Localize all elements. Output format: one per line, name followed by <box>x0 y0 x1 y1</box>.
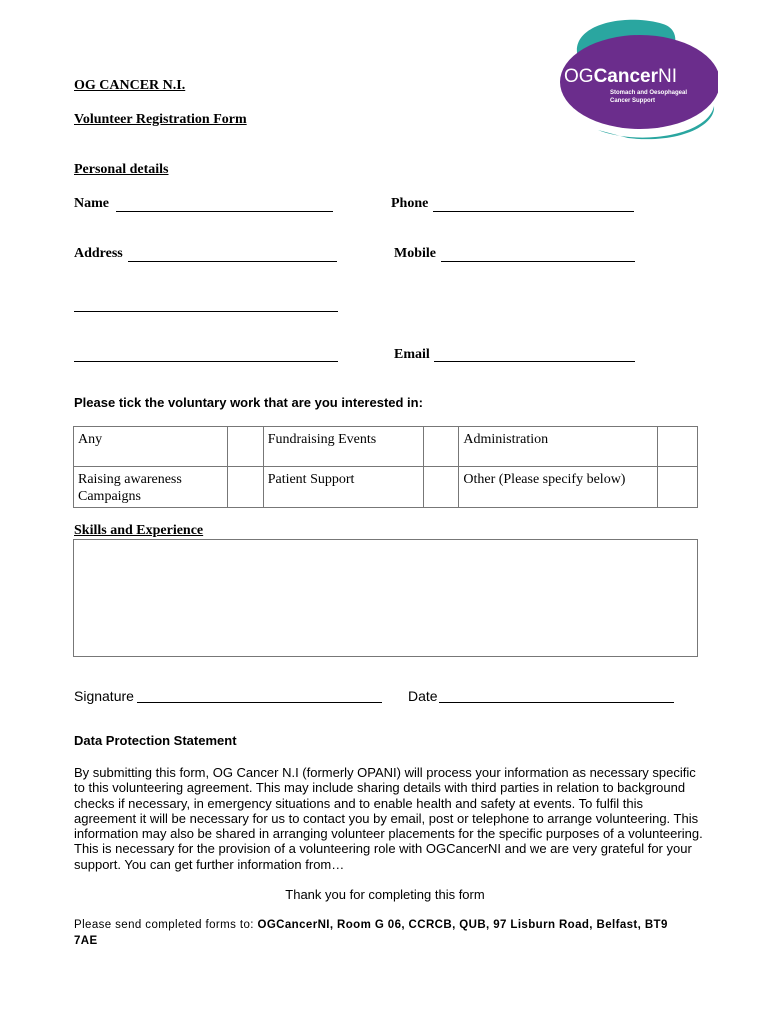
data-protection-body: By submitting this form, OG Cancer N.I (formerly OPANI) will process your information as necessary specific to this volunteering agreement. This may include sharing details with third parties in relation to background checks if necessary, in emergency situations and to enable health and safety at events. To fulfil this agreement it will be necessary for us to contact you by email, post or telephone to arrange volunteering. This information may also be shared in arranging volunteer placements for the specific purposes of a volunteering. This is necessary for the provision of a volunteering role with OGCancerNI and we are very grateful for your support. You can get further information from… <box>74 765 703 872</box>
org-title: OG CANCER N.I. <box>74 78 186 93</box>
phone-label: Phone <box>391 196 429 211</box>
address-field-2[interactable] <box>74 311 338 312</box>
logo-wordmark: OGCancerNI <box>564 66 677 87</box>
tickbox-fundraising-events[interactable] <box>424 427 459 467</box>
logo-tagline-1: Stomach and Oesophageal <box>610 90 688 96</box>
skills-heading: Skills and Experience <box>74 523 204 538</box>
email-label: Email <box>394 347 430 362</box>
logo-tagline-2: Cancer Support <box>610 98 656 104</box>
option-label: Other (Please specify below) <box>459 467 658 508</box>
skills-textarea[interactable] <box>73 539 698 657</box>
option-label: Raising awareness Campaigns <box>74 467 228 508</box>
send-prefix: Please send completed forms to: <box>74 919 254 931</box>
date-field[interactable] <box>439 702 674 703</box>
tickbox-patient-support[interactable] <box>424 467 459 508</box>
data-protection-heading: Data Protection Statement <box>74 733 237 748</box>
phone-field[interactable] <box>433 211 634 212</box>
email-field[interactable] <box>434 361 635 362</box>
tickbox-administration[interactable] <box>658 427 698 467</box>
mobile-field[interactable] <box>441 261 635 262</box>
address-label: Address <box>74 246 123 261</box>
signature-label: Signature <box>74 688 134 704</box>
option-label: Patient Support <box>263 467 424 508</box>
name-label: Name <box>74 196 109 211</box>
tickbox-any[interactable] <box>227 427 263 467</box>
option-label: Administration <box>459 427 658 467</box>
og-cancer-ni-logo <box>558 18 718 142</box>
thank-you-text: Thank you for completing this form <box>285 887 485 902</box>
address-field-1[interactable] <box>128 261 337 262</box>
interests-table <box>73 426 698 508</box>
name-field[interactable] <box>116 211 333 212</box>
send-address: OGCancerNI, Room G 06, CCRCB, QUB, 97 Lisburn Road, Belfast, BT9 7AE <box>74 919 668 947</box>
form-title: Volunteer Registration Form <box>74 112 247 127</box>
address-field-3[interactable] <box>74 361 338 362</box>
option-label: Fundraising Events <box>263 427 424 467</box>
date-label: Date <box>408 688 438 704</box>
mobile-label: Mobile <box>394 246 436 261</box>
tickbox-raising-awareness[interactable] <box>227 467 263 508</box>
send-instructions <box>74 917 694 949</box>
personal-details-heading: Personal details <box>74 162 169 177</box>
signature-field[interactable] <box>137 702 382 703</box>
interests-heading: Please tick the voluntary work that are you interested in: <box>74 395 423 410</box>
option-label: Any <box>74 427 228 467</box>
tickbox-other[interactable] <box>658 467 698 508</box>
